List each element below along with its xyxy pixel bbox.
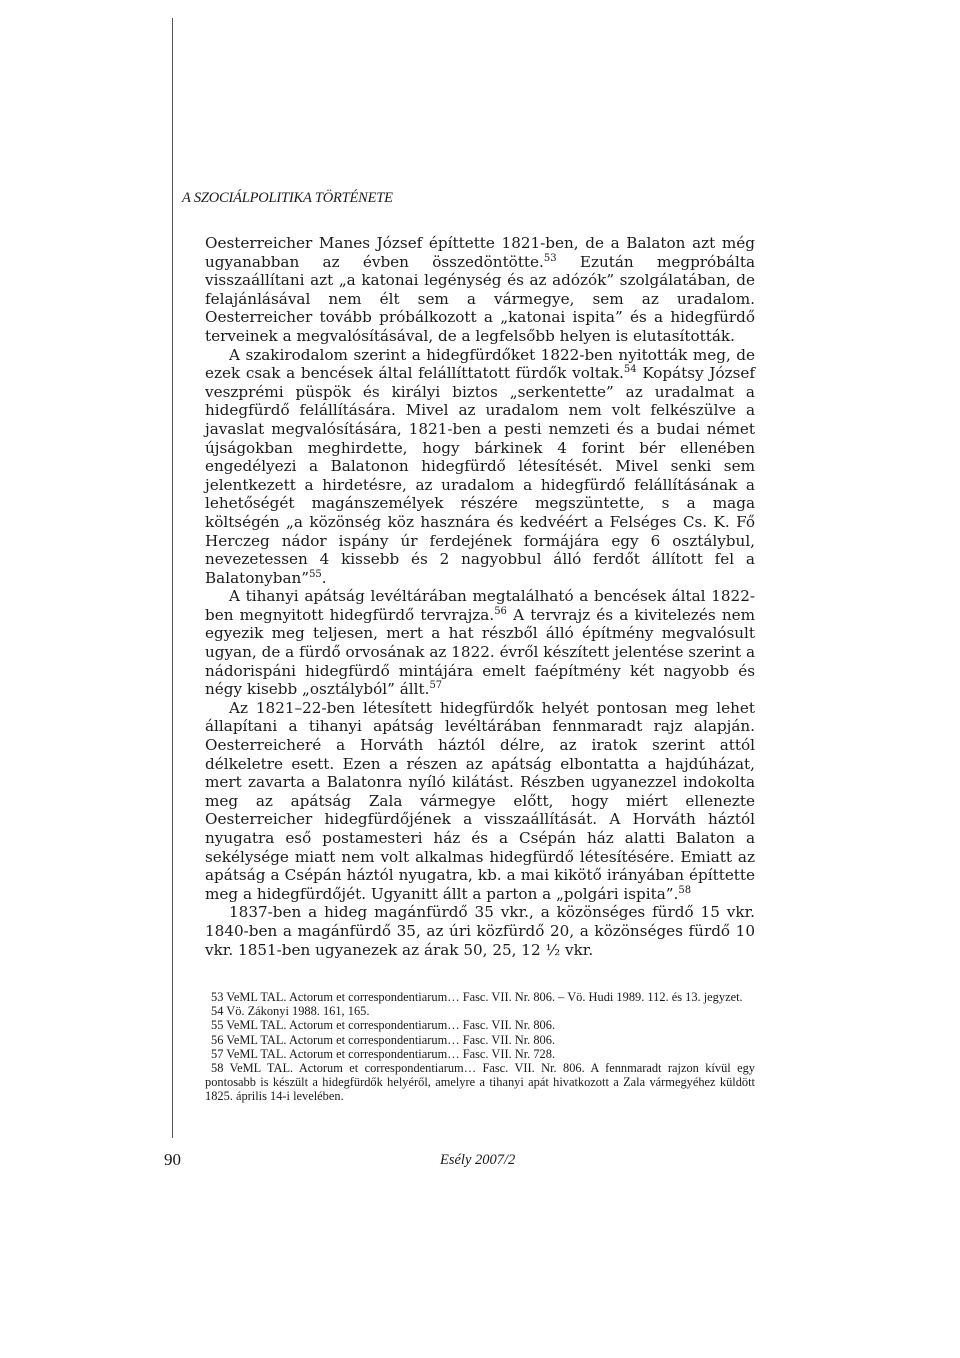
paragraph-text: A tihanyi apátság levéltárában megtalálható a bencések által 1822-ben megnyitott hidegfürdő tervrajza. [205,587,755,624]
page-number: 90 [164,1150,181,1169]
paragraph-text: A szakirodalom szerint a hidegfürdőket 1822-ben nyitották meg, de ezek csak a bencések által felállíttatott fürdők voltak. [205,345,755,383]
footnotes [205,990,755,1104]
paragraph-text: Oesterreicher Manes József építtette 1821-ben, de a Balaton azt még ugyanabban az évben összedöntötte. [205,234,755,271]
footnote-reference: 56 [494,605,507,617]
paragraph-text: Ezután megpróbálta visszaállítani azt „a katonai legénység és az adózók” szolgálatában, de felajánlásával nem élt sem a vármegye, sem az uradalom. Oesterreicher tovább próbálkozott a „katonai ispita” és a hidegfürdő terveinek a megvalósításával, de a legfelsőbb helyen is elutasították. [205,252,755,345]
footnote-reference: 54 [623,364,637,376]
body-text [205,234,755,959]
footnote-reference: 55 [309,568,322,580]
footnote: 55 VeML TAL. Actorum et correspondentiarum… Fasc. VII. Nr. 806. [211,1018,556,1033]
body-paragraph [205,903,755,959]
body-paragraph [205,234,755,346]
footnote: 58 VeML TAL. Actorum et correspondentiarum… Fasc. VII. Nr. 806. A fennmaradt rajzon kívül egy pontosabb is készült a hidegfürdők helyéről, amelyre a tihanyi apát hivatkozott a Zala vármegyéhez küldött 1825. április 14-i levelében. [205,1061,755,1104]
paragraph-text: Kopátsy József veszprémi püspök és királyi biztos „serkentette” az uradalmat a hidegfürdő felállítására. Mivel az uradalom nem volt felkészülve a javaslat megvalósítására, 1821-ben a pesti nemzeti és a budai német újságokban meghirdette, hogy bárkinek 4 forint bér ellenében engedélyezi a Balatonon hidegfürdő létesítését. Mivel senki sem jelentkezett a hirdetésre, az uradalom a hidegfürdő felállításának a lehetőségét magánszemélyek részére megszüntette, s a maga költségén „a közönség köz hasznára és kedvéért a Felséges Cs. K. Fő Herczeg nádor ispány úr ferdejének formájára egy 6 osztálybul, nevezetessen 4 kissebb és 2 nagyobbul álló ferdőt állított fel a Balatonyban” [205,364,755,587]
paragraph-text: 1837-ben a hideg magánfürdő 35 vkr., a közönséges fürdő 15 vkr. 1840-ben a magánfürdő 35, az úri közfürdő 20, a közönséges fürdő 10 vkr. 1851-ben ugyanezek az árak 50, 25, 12 ½ vkr. [205,903,755,959]
footnote: 53 VeML TAL. Actorum et correspondentiarum… Fasc. VII. Nr. 806. – Vö. Hudi 1989. 112. és 13. jegyzet. [211,990,743,1004]
paragraph-text: . [321,568,327,587]
paragraph-text: A tervrajz és a kivitelezés nem egyezik meg teljesen, mert a hat részből álló építmény megvalósult ugyan, de a fürdő orvosának az 1822. évről készített jelentése szerint a nádorispáni hidegfürdő mintájára emelt faépítmény két nagyobb és négy kisebb „osztályból” állt. [205,605,755,699]
journal-title: Esély 2007/2 [440,1152,516,1168]
footnote: 56 VeML TAL. Actorum et correspondentiarum… Fasc. VII. Nr. 806. [211,1032,556,1047]
footnote-reference: 53 [543,252,557,264]
footnote: 57 VeML TAL. Actorum et correspondentiarum… Fasc. VII. Nr. 728. [211,1046,556,1061]
body-paragraph [205,699,755,904]
body-paragraph [205,587,755,699]
footnote: 54 Vö. Zákonyi 1988. 161, 165. [211,1004,370,1019]
footnote-reference: 57 [429,680,443,692]
running-head: A SZOCIÁLPOLITIKA TÖRTÉNETE [182,190,393,206]
body-paragraph [205,346,755,588]
margin-rule [172,18,173,1138]
paragraph-text: Az 1821–22-ben létesített hidegfürdők helyét pontosan meg lehet állapítani a tihanyi apátság levéltárában fennmaradt rajz alapján. Oesterreicheré a Horváth háztól délre, az iratok szerint attól délkeletre esett. Ezen a részen az apátság elbontatta a hajdúházat, mert zavarta a Balatonra nyíló kilátást. Részben ugyanezzel indokolta meg az apátság Zala vármegye előtt, hogy miért ellenezte Oesterreicher hidegfürdőjének a visszaállítását. A Horváth háztól nyugatra eső postamesteri ház és a Csépán ház alatti Balaton a sekélysége miatt nem volt alkalmas hidegfürdő létesítésére. Emiatt az apátság a Csépán háztól nyugatra, kb. a mai kikötő irányában építtette meg a hidegfürdőjét. Ugyanitt állt a parton a „polgári ispita”. [205,698,755,903]
footnote-reference: 58 [678,884,692,896]
